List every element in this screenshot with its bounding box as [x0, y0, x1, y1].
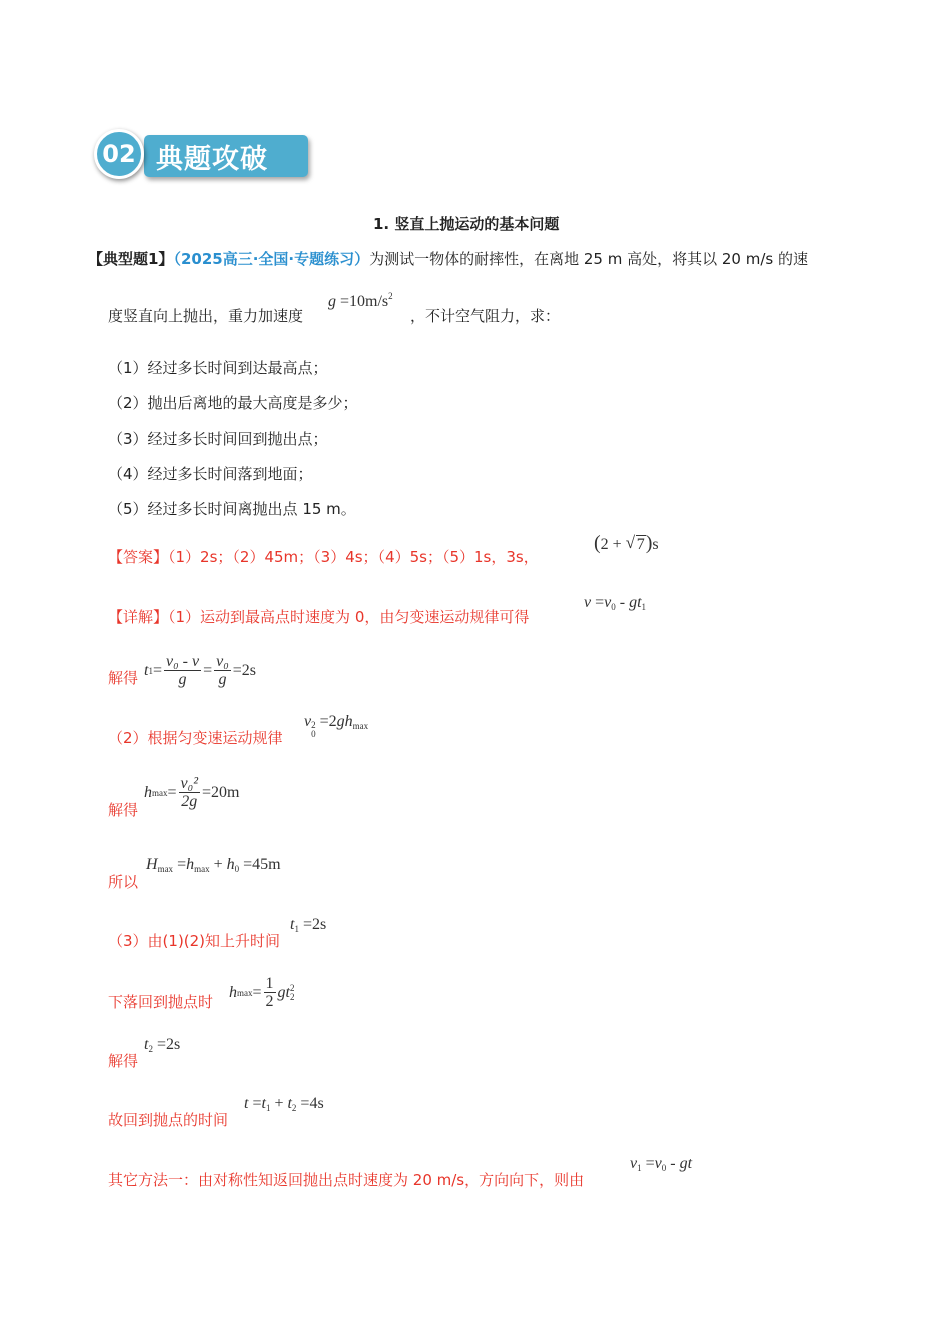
- fraction-1-den: g: [178, 671, 187, 688]
- t-sub: 2: [289, 992, 295, 1002]
- h-symbol: h: [229, 984, 237, 1001]
- total-text: 故回到抛点的时间: [108, 1111, 229, 1129]
- v-sub: 1: [637, 1163, 642, 1173]
- fraction-den: 2g: [181, 793, 198, 810]
- badge-bar: [144, 135, 308, 177]
- t-symbol: t: [290, 916, 295, 933]
- g-exponent: 2: [388, 291, 393, 301]
- eq-sign: =: [252, 984, 262, 1001]
- eq-sign-2: =: [203, 662, 213, 679]
- v-symbol: v: [304, 713, 312, 730]
- h0-sub: 0: [234, 864, 240, 874]
- eq-t-sub: 1: [641, 602, 647, 612]
- h-sub: max: [152, 788, 168, 798]
- t-sub: 2: [148, 1044, 153, 1054]
- badge-title: 典题攻破: [156, 144, 268, 175]
- eq-sign: =: [641, 1155, 655, 1172]
- v0-symbol: v: [654, 1155, 662, 1172]
- gh: gh: [336, 713, 353, 730]
- plus: +: [270, 1095, 288, 1112]
- problem-line-1: [88, 248, 808, 269]
- h-sub: max: [352, 721, 369, 731]
- fraction-1: [164, 653, 201, 689]
- so-label: 所以: [108, 873, 139, 891]
- step1-equation: [584, 594, 646, 612]
- minus: -: [666, 1155, 680, 1172]
- t-sub: 1: [294, 924, 299, 934]
- t2-sub: 2: [291, 1103, 297, 1113]
- answer-text: （1）2s；（2）45m；（3）4s；（4）5s；（5）1s，3s，: [168, 548, 539, 566]
- question-2: （2）抛出后离地的最大高度是多少；: [108, 394, 358, 412]
- fall-text: 下落回到抛点时: [108, 993, 214, 1011]
- eq-sign: =: [248, 1095, 262, 1112]
- half-num: 1: [265, 975, 274, 992]
- v0-sub: 0: [661, 1163, 667, 1173]
- answer-sqrt-expression: [594, 532, 659, 555]
- answer-line: [108, 546, 539, 567]
- t-symbol: t: [144, 1036, 149, 1053]
- problem-text-2a: 度竖直向上抛出，重力加速度: [108, 307, 304, 325]
- detail-step3-text: （3）由(1)(2)知上升时间: [108, 932, 281, 950]
- result: =20m: [202, 784, 240, 801]
- h-symbol: h: [144, 784, 152, 801]
- fall-equation: [229, 975, 294, 1011]
- eq-v: v: [584, 594, 592, 611]
- question-3: （3）经过多长时间回到抛出点；: [108, 430, 328, 448]
- result: =45m: [239, 856, 281, 873]
- detail-line-1: [108, 606, 529, 627]
- H-sub: max: [157, 864, 174, 874]
- alt-equation: [630, 1155, 692, 1173]
- solve2-equation: [144, 775, 239, 811]
- fraction-1-num: v₀ - v: [165, 653, 200, 670]
- result: =2s: [232, 662, 257, 679]
- t-sub: 1: [148, 666, 153, 676]
- eq-gt: gt: [629, 594, 642, 611]
- fraction-num: v₀²: [180, 775, 198, 792]
- gt: gt: [679, 1155, 693, 1172]
- fraction: [179, 775, 200, 811]
- sqrt-symbol: √ 7: [625, 533, 645, 553]
- plus: +: [209, 856, 227, 873]
- sqrt-plus: +: [608, 536, 626, 553]
- half-fraction: [264, 975, 276, 1011]
- g-symbol: g: [328, 293, 336, 310]
- detail-step1-text: （1）运动到最高点时速度为 0，由匀变速运动规律可得: [168, 608, 530, 626]
- badge-number: 02: [102, 140, 136, 168]
- eq-v0-sub: 0: [611, 602, 616, 612]
- t2-symbol: t: [287, 1095, 292, 1112]
- solve3-equation: [144, 1036, 180, 1054]
- eq-sign: =: [167, 784, 177, 801]
- eq-minus: -: [615, 594, 630, 611]
- fraction-2-den: g: [218, 671, 227, 688]
- half-den: 2: [265, 993, 274, 1010]
- t-symbol: t: [244, 1095, 249, 1112]
- gravity-equation: [328, 291, 393, 311]
- question-4: （4）经过多长时间落到地面；: [108, 465, 313, 483]
- solve3-label: 解得: [108, 1052, 139, 1070]
- total-equation: [244, 1095, 324, 1113]
- alt-method-text: 其它方法一：由对称性知返回抛出点时速度为 20 m/s，方向向下，则由: [108, 1171, 585, 1189]
- h-sub: max: [237, 988, 253, 998]
- v-sup: 2: [311, 720, 316, 730]
- solve2-label: 解得: [108, 801, 139, 819]
- h-sub: max: [194, 864, 210, 874]
- so-equation: [146, 856, 281, 874]
- v-sub: 0: [311, 729, 316, 739]
- answer-label: 【答案】: [108, 548, 169, 566]
- question-1: （1）经过多长时间到达最高点；: [108, 359, 328, 377]
- eq-v0: v: [604, 594, 612, 611]
- problem-text-2b: ，不计空气阻力，求：: [410, 307, 561, 325]
- h0-symbol: h: [226, 856, 235, 873]
- gt: gt: [277, 984, 290, 1001]
- step3-equation: [290, 916, 326, 934]
- problem-text-1: 为测试一物体的耐摔性，在离地 25 m 高处，将其以 20 m/s 的速: [369, 250, 808, 268]
- h-symbol: h: [186, 856, 195, 873]
- problem-line-2: [108, 305, 303, 326]
- fraction-2: [214, 653, 231, 689]
- step2-equation: [304, 713, 368, 739]
- badge-number-circle: [94, 129, 144, 179]
- eq-sign: =: [591, 594, 605, 611]
- result: =4s: [296, 1095, 324, 1112]
- result: =2s: [152, 1036, 181, 1053]
- g-value: =10m/s: [336, 293, 389, 310]
- H-symbol: H: [146, 856, 158, 873]
- detail-label: 【详解】: [108, 608, 169, 626]
- sqrt-two: 2: [600, 536, 609, 553]
- paren-open: (: [594, 532, 601, 554]
- detail-step2-text: （2）根据匀变速运动规律: [108, 729, 283, 747]
- paren-close: ): [645, 532, 653, 554]
- solve1-label: 解得: [108, 669, 139, 687]
- question-5: （5）经过多长时间离抛出点 15 m。: [108, 500, 356, 518]
- eq-rhs: =2: [315, 713, 337, 730]
- t-sup: 2: [289, 983, 295, 993]
- sqrt-radicand: 7: [636, 536, 645, 553]
- section-title: 1. 竖直上抛运动的基本问题: [373, 215, 560, 233]
- solve1-equation: [144, 653, 256, 689]
- section-badge: [94, 129, 316, 183]
- result: =2s: [298, 916, 327, 933]
- t1-symbol: t: [261, 1095, 266, 1112]
- problem-label: 【典型题1】: [88, 250, 174, 268]
- t-symbol: t: [144, 662, 149, 679]
- sqrt-unit: s: [652, 536, 659, 553]
- problem-source: （2025高三·全国·专题练习）: [173, 250, 370, 268]
- t1-sub: 1: [265, 1103, 271, 1113]
- fraction-2-num: v₀: [216, 653, 229, 670]
- eq-sign: =: [152, 662, 162, 679]
- v-symbol: v: [630, 1155, 638, 1172]
- eq-sign: =: [173, 856, 187, 873]
